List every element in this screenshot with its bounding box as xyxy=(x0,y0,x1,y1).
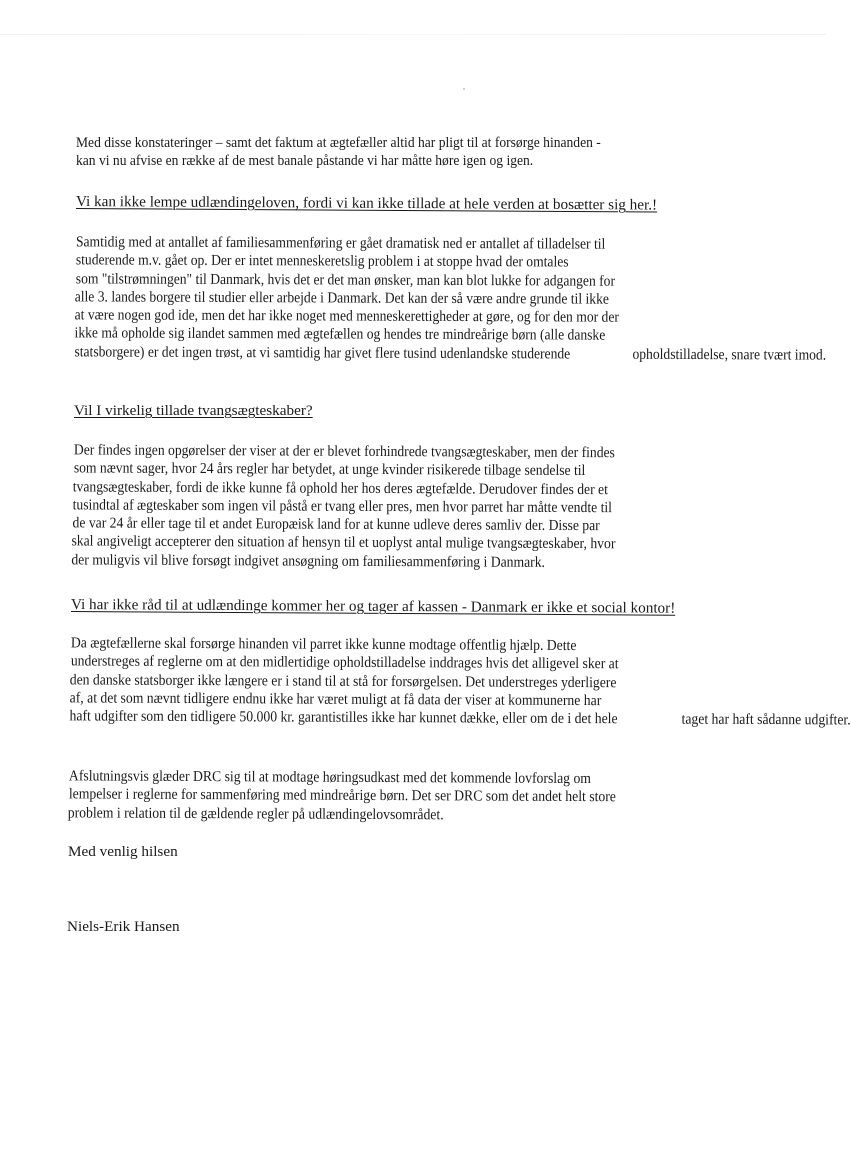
text-line: studerende m.v. gået op. Der er intet menneskeretslig problem i at stoppe hvad der omtales xyxy=(75,251,569,271)
scan-speck xyxy=(463,88,465,90)
text-line: Med disse konstateringer – samt det faktum at ægtefæller altid har pligt til at forsørge hinanden - xyxy=(76,134,601,151)
text-line: taget har haft sådanne udgifter. xyxy=(681,710,851,729)
text-line: statsborgere) er det ingen trøst, at vi samtidig har givet flere tusind udenlandske studerende xyxy=(74,343,571,363)
text-line: kan vi nu afvise en række af de mest banale påstande vi har måtte høre igen og igen. xyxy=(76,152,534,170)
text-line: den danske statsborger ikke længere er i stand til at stå for forsørgelsen. Det understreges yderligere xyxy=(69,670,617,691)
signature-name: Niels-Erik Hansen xyxy=(67,918,180,935)
text-line: som "tilstrømningen" til Danmark, hvis det er det man ønsker, man kan blot lukke for adgangen for xyxy=(75,269,616,290)
text-line: som nævnt sager, hvor 24 års regler har betydet, at unge kvinder risikerede tilbage sendelse til xyxy=(73,459,586,480)
heading-immigration-law: Vi kan ikke lempe udlændingeloven, fordi vi kan ikke tillade at hele verden at bosætter sig her.! xyxy=(75,193,658,214)
text-line: opholdstilladelse, snare tvært imod. xyxy=(632,345,826,364)
paragraph-intro xyxy=(0,134,826,171)
paragraph-family-reunification xyxy=(0,233,826,365)
text-line: lempelser i reglerne for sammenføring med mindreårige børn. Det ser DRC som det andet helt store xyxy=(68,785,616,806)
text-line: de var 24 år eller tage til et andet Europæisk land for at kunne udleve deres samliv der. Disse par xyxy=(72,514,600,535)
paragraph-conclusion xyxy=(0,767,826,826)
text-line: problem i relation til de gældende regler på udlændingelovsområdet. xyxy=(67,803,444,823)
text-line: haft udgifter som den tidligere 50.000 kr. garantistilles ikke har kunnet dække, eller om de i det hele xyxy=(69,707,618,728)
text-line: at være nogen god ide, men det har ikke noget med menneskerettigheder at gøre, og for den mor der xyxy=(74,306,619,326)
text-line: Samtidig med at antallet af familiesammenføring er gået dramatisk ned er antallet af tilladelser til xyxy=(75,233,606,253)
heading-forced-marriages: Vil I virkelig tillade tvangsægteskaber? xyxy=(74,402,313,419)
text-line: ikke må opholde sig ilandet sammen med ægtefællen og hendes tre mindreårige børn (alle danske xyxy=(74,324,606,345)
text-line: Der findes ingen opgørelser der viser at der er blevet forhindrede tvangsægteskaber, men der findes xyxy=(73,441,615,462)
text-line: Da ægtefællerne skal forsørge hinanden vil parret ikke kunne modtage offentlig hjælp. Dette xyxy=(70,634,577,655)
text-line: skal angiveligt accepterer den situation af hensyn til et uoplyst antal mulige tvangsægteskaber, hvor xyxy=(71,532,616,553)
text-line: understreges af reglerne om at den midlertidige opholdstilladelse inddrages hvis det alligevel sker at xyxy=(70,652,619,673)
heading-public-finances: Vi har ikke råd til at udlændinge kommer her og tager af kassen - Danmark er ikke et social kontor! xyxy=(70,596,676,617)
text-line: tvangsægteskaber, fordi de ikke kunne få ophold her hos deres ægtefælde. Derudover findes der et xyxy=(72,477,608,498)
text-line: Afslutningsvis glæder DRC sig til at modtage høringsudkast med det kommende lovforslag om xyxy=(68,767,592,788)
closing-greeting: Med venlig hilsen xyxy=(68,843,178,860)
paragraph-public-assistance xyxy=(0,634,851,730)
paragraph-forced-marriages xyxy=(0,441,826,573)
text-line: af, at det som nævnt tidligere endnu ikke har været muligt at få data der viser at kommunerne har xyxy=(69,689,602,710)
text-line: der muligvis vil blive forsøgt indgivet ansøgning om familiesammenføring i Danmark. xyxy=(71,551,546,571)
text-line: tusindtal af ægteskaber som ingen vil påstå er tvang eller pres, men hvor parret har måtte vendte til xyxy=(72,496,613,517)
text-line: alle 3. landes borgere til studier eller arbejde i Danmark. Det kan der så være andre grunde til ikke xyxy=(74,288,609,308)
